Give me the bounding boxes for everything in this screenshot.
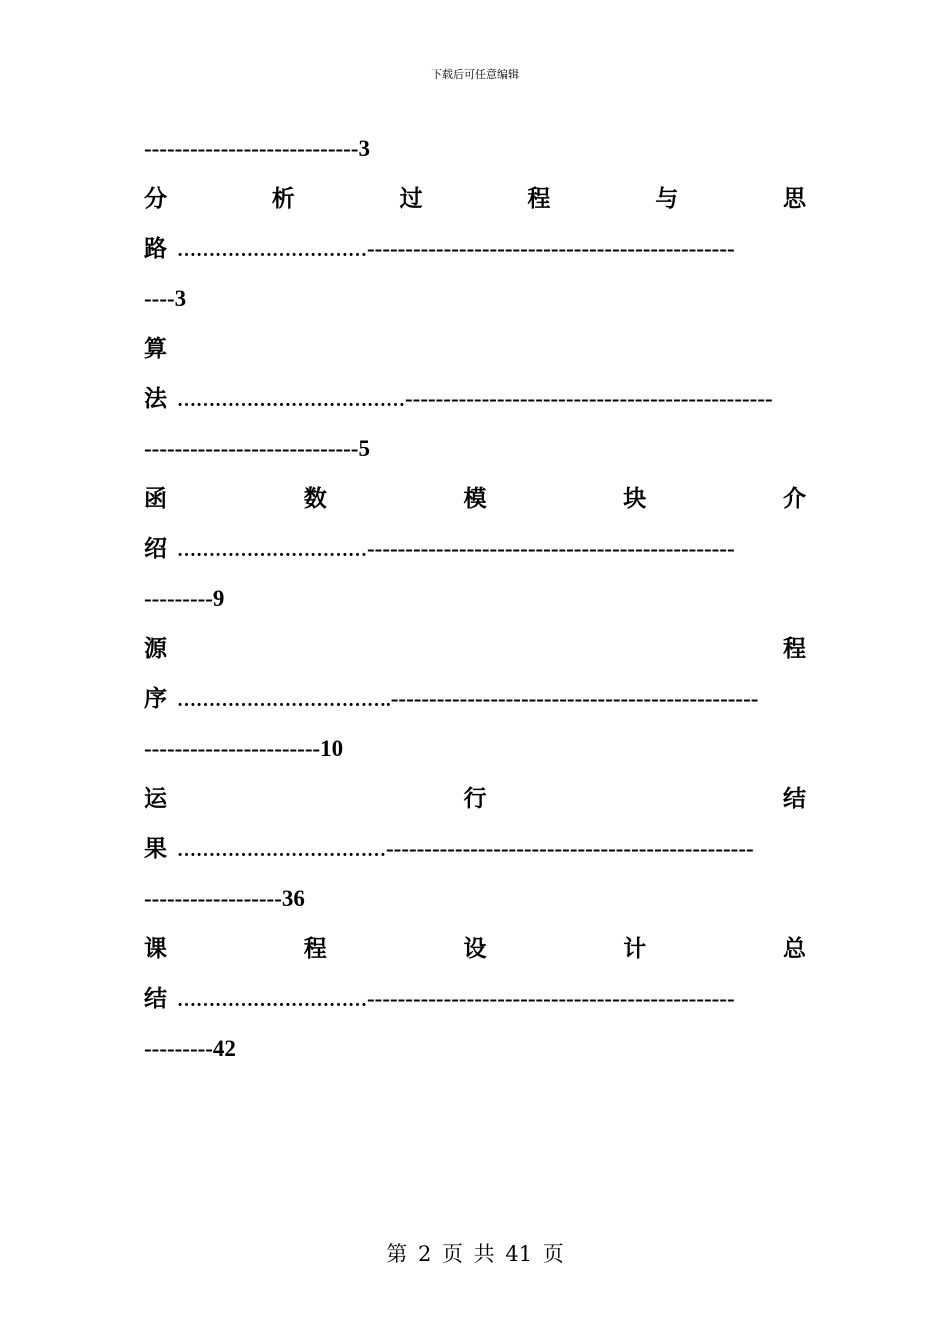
toc-dot-leader: ……………………………… xyxy=(177,390,405,411)
toc-tail-line xyxy=(144,724,806,774)
toc-char: 过 xyxy=(399,186,423,211)
toc-char: 函 xyxy=(144,486,167,511)
toc-char: 块 xyxy=(623,486,647,511)
table-of-contents xyxy=(144,124,806,1074)
toc-char: 课 xyxy=(144,936,167,961)
toc-tail-line xyxy=(144,124,806,174)
toc-entry-title-line xyxy=(144,324,806,374)
toc-entry-leader-line xyxy=(144,374,806,424)
toc-dash-leader: ------------------------------------------------ xyxy=(390,686,759,711)
toc-tail-line xyxy=(144,874,806,924)
toc-char: 总 xyxy=(783,936,806,961)
toc-char: 绍 xyxy=(144,536,167,561)
toc-entry-leader-line xyxy=(144,524,806,574)
toc-char: 果 xyxy=(144,836,167,861)
toc-char: 程 xyxy=(303,936,327,961)
toc-char: 程 xyxy=(783,636,806,661)
toc-char: 计 xyxy=(623,936,647,961)
page-footer: 第 2 页 共 41 页 xyxy=(386,1242,564,1266)
toc-tail: ---------42 xyxy=(144,1036,236,1061)
toc-entry-leader-line xyxy=(144,674,806,724)
toc-char: 分 xyxy=(144,186,167,211)
toc-char: 析 xyxy=(271,186,295,211)
toc-char: 设 xyxy=(463,936,487,961)
toc-char: 结 xyxy=(783,786,806,811)
toc-char: 运 xyxy=(144,786,167,811)
toc-dot-leader: ……………………………. xyxy=(177,690,391,711)
toc-entry-title-line xyxy=(144,774,806,824)
toc-entry-leader-line xyxy=(144,824,806,874)
toc-char: 法 xyxy=(144,386,167,411)
toc-dash-leader: ------------------------------------------------ xyxy=(367,986,735,1011)
toc-entry-title-line xyxy=(144,474,806,524)
toc-char: 路 xyxy=(144,236,167,261)
toc-entry-leader-line xyxy=(144,974,806,1024)
toc-dash-leader: ------------------------------------------------ xyxy=(367,236,735,261)
toc-char: 数 xyxy=(303,486,327,511)
toc-dash-leader: ------------------------------------------------ xyxy=(405,386,773,411)
toc-tail: ----3 xyxy=(144,286,187,311)
toc-tail-line xyxy=(144,274,806,324)
toc-entry-title-line xyxy=(144,174,806,224)
toc-dot-leader: …………………………… xyxy=(177,840,386,861)
toc-char: 模 xyxy=(463,486,487,511)
toc-dot-leader: ………………………… xyxy=(177,540,367,561)
toc-char: 行 xyxy=(463,786,487,811)
toc-char: 程 xyxy=(527,186,551,211)
toc-char: 序 xyxy=(144,686,167,711)
toc-tail: ----------------------------3 xyxy=(144,136,370,161)
page-header: 下载后可任意编辑 xyxy=(431,68,519,81)
toc-entry-title-line xyxy=(144,924,806,974)
toc-entry-leader-line xyxy=(144,224,806,274)
toc-char: 思 xyxy=(782,186,806,211)
toc-tail: ------------------36 xyxy=(144,886,305,911)
toc-char: 算 xyxy=(144,336,167,361)
toc-char: 介 xyxy=(783,486,806,511)
toc-dash-leader: ------------------------------------------------ xyxy=(367,536,735,561)
toc-tail-line xyxy=(144,1024,806,1074)
toc-char: 源 xyxy=(144,636,167,661)
toc-tail: ----------------------------5 xyxy=(144,436,370,461)
toc-char: 结 xyxy=(144,986,167,1011)
toc-dash-leader: ------------------------------------------------ xyxy=(386,836,754,861)
toc-tail-line xyxy=(144,424,806,474)
toc-tail: -----------------------10 xyxy=(144,736,344,761)
toc-tail: ---------9 xyxy=(144,586,225,611)
toc-entry-title-line xyxy=(144,624,806,674)
toc-char: 与 xyxy=(655,186,679,211)
toc-dot-leader: ………………………… xyxy=(177,240,367,261)
toc-dot-leader: ………………………… xyxy=(177,990,367,1011)
toc-tail-line xyxy=(144,574,806,624)
